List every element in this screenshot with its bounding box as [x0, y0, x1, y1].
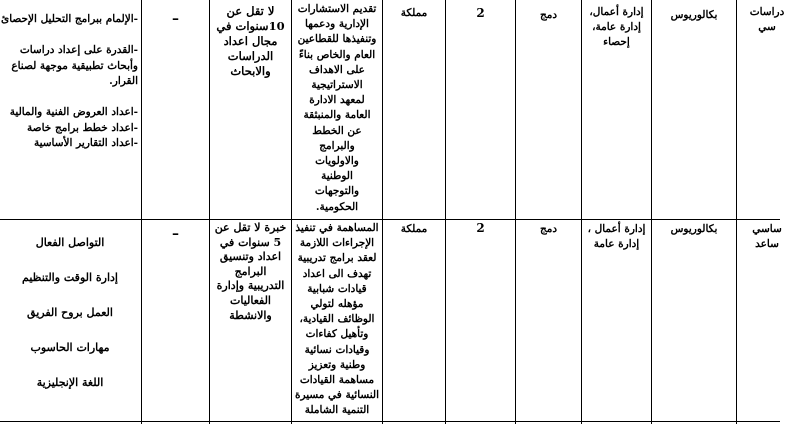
program-line: سي: [758, 21, 776, 33]
skills-cell: التواصل الفعال إدارة الوقت والتنظيم العمل بروح الفريق مهارات الحاسوب اللغة الإنجليزية: [22, 236, 118, 389]
specialization-cell: إدارة أعمال، إدارة عامة، إحصاء: [589, 6, 644, 48]
program-cell: ساسي ساعد: [752, 223, 782, 250]
column-divider: [651, 0, 652, 424]
mode-cell: دمج: [539, 9, 558, 21]
column-divider: [581, 0, 582, 424]
column-divider: [382, 0, 383, 424]
other-cell: –: [172, 11, 179, 27]
program-line: دراسات: [749, 6, 785, 18]
count-cell: 2: [476, 6, 485, 20]
location-cell: مملكة: [400, 7, 428, 19]
tasks-cell: تقديم الاستشارات الإدارية ودعمها وتنفيذها للقطاعين العام والخاص بناءً على الاهداف الاستراتيجية لمعهد الادارة العامة والمنبثقة عن الخطط والبرامج والاولويات الوطنية والتوجهات الحكومية.: [297, 3, 377, 213]
experience-cell: خبرة لا تقل عن 5 سنوات في اعداد وتنسيق البرامج التدريبية وإدارة الفعاليات والانشطة: [214, 221, 287, 322]
column-divider: [141, 0, 142, 424]
row-divider: [0, 421, 780, 422]
count-cell: 2: [476, 221, 485, 235]
degree-cell: بكالوريوس: [670, 223, 718, 235]
experience-cell: لا تقل عن 10سنوات في مجال اعداد الدراسات والابحاث: [216, 4, 285, 78]
other-cell: –: [172, 226, 179, 242]
tasks-cell: المساهمة في تنفيذ الإجراءات اللازمة لعقد برامج تدريبية تهدف الى اعداد قيادات شبابية مؤهله لتولي الوظائف القيادية، وتأهيل كفاءات وقيادات نسائية وطنية وتعزيز مساهمة القيادات النسائية في مسيرة التنمية الشاملة: [294, 222, 380, 417]
location-cell: مملكة: [400, 223, 428, 235]
row-divider: [0, 219, 780, 220]
column-divider: [445, 0, 446, 424]
column-divider: [515, 0, 516, 424]
mode-cell: دمج: [539, 223, 558, 235]
column-divider: [736, 0, 737, 424]
degree-cell: بكالوريوس: [670, 9, 718, 21]
specialization-cell: إدارة أعمال ، إدارة عامة: [587, 223, 646, 250]
skills-cell: -الإلمام ببرامج التحليل الإحصائ -القدرة على إعداد دراسات وأبحاث تطبيقية موجهة لصناع القرار. -اعداد العروض الفنية والمالية -اعداد خطط برامج خاصة -اعداد التقارير الأساسية: [1, 13, 138, 149]
program-cell: [737, 5, 797, 35]
